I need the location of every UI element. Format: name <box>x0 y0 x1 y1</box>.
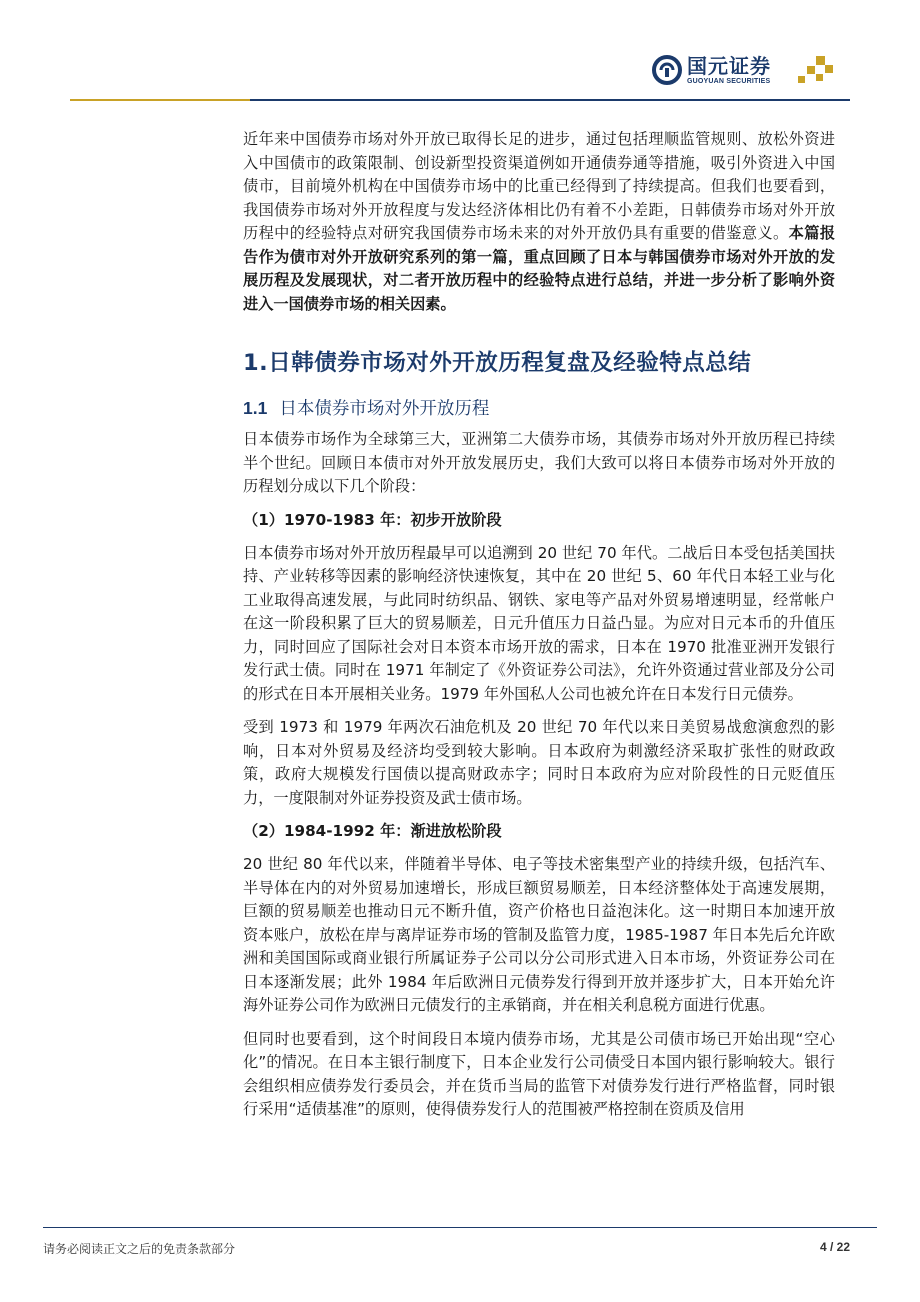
logo-chinese-name: 国元证券 <box>687 53 771 78</box>
paragraph-oil-crisis: 受到 1973 和 1979 年两次石油危机及 20 世纪 70 年代以来日美贸易战愈演愈烈的影响，日本对外贸易及经济均受到较大影响。日本政府为刺激经济采取扩张性的财政政策，政府大规模发行国债以提高财政赤字；同时日本政府为应对阶段性的日元贬值压力，一度限制对外证券投资及武士债市场。 <box>243 718 835 807</box>
intro-bold-summary: 本篇报告作为债市对外开放研究系列的第一篇，重点回顾了日本与韩国债券市场对外开放的发展历程及发展现状，对二者开放历程中的经验特点进行总结，并进一步分析了影响外资进入一国债券市场的相关因素。 <box>243 224 836 313</box>
section-number: 1.1 <box>243 398 268 418</box>
section-heading-1-1 <box>243 395 835 422</box>
paragraph-overview: 日本债券市场作为全球第三大，亚洲第二大债券市场，其债券市场对外开放历程已持续半个世纪。回顾日本债市对外开放发展历史，我们大致可以将日本债券市场对外开放的历程划分成以下几个阶段： <box>243 430 835 495</box>
stage-1-heading: （1）1970-1983 年：初步开放阶段 <box>243 510 502 529</box>
paragraph-stage-2: 20 世纪 80 年代以来，伴随着半导体、电子等技术密集型产业的持续升级，包括汽车、半导体在内的对外贸易加速增长，形成巨额贸易顺差，日本经济整体处于高速发展期，巨额的贸易顺差也推动日元不断升值，资产价格也日益泡沫化。这一时期日本加速开放资本账户，放松在岸与离岸证券市场的管制及监管力度，1985-1987 年日本先后允许欧洲和美国国际或商业银行所属证券子公司以分公司形式进入日本市场，外资证券公司在日本逐渐发展；此外 1984 年后欧洲日元债券发行得到开放并逐步扩大，日本开始允许海外证券公司作为欧洲日元债发行的主承销商，并在相关利息税方面进行优惠。 <box>243 855 835 1014</box>
company-logo <box>652 52 771 88</box>
header-divider <box>70 99 850 101</box>
footer-divider <box>43 1227 877 1228</box>
paragraph-hollowing: 但同时也要看到，这个时间段日本境内债券市场，尤其是公司债市场已开始出现“空心化”的情况。在日本主银行制度下，日本企业发行公司债受日本国内银行影响较大。银行会组织相应债券发行委员会，并在货币当局的监管下对债券发行进行严格监督，同时银行采用“适债基准”的原则，使得债券发行人的范围被严格控制在资质及信用 <box>243 1029 835 1118</box>
stage-2-heading: （2）1984-1992 年：渐进放松阶段 <box>243 822 502 840</box>
logo-squares-icon <box>794 54 834 88</box>
section-title: 日本债券市场对外开放历程 <box>279 399 490 419</box>
paragraph-stage-1: 日本债券市场对外开放历程最早可以追溯到 20 世纪 70 年代。二战后日本受包括美国扶持、产业转移等因素的影响经济快速恢复，其中在 20 世纪 5、60 年代日本轻工业与化工业取得高速发展，与此同时纺织品、钢铁、家电等产品对外贸易增速明显，经常帐户在这一阶段积累了巨大的贸易顺差，日元升值压力日益凸显。为应对日元本币的升值压力，同时回应了国际社会对日本资本市场开放的需求，日本在 1970 批准亚洲开发银行发行武士债。同时在 1971 年制定了《外资证券公司法》，允许外资通过营业部及分公司的形式在日本开展相关业务。1979 年外国私人公司也被允许在日本发行日元债券。 <box>243 543 835 703</box>
intro-paragraph: 近年来中国债券市场对外开放已取得长足的进步，通过包括理顺监管规则、放松外资进入中国债市的政策限制、创设新型投资渠道例如开通债券通等措施，吸引外资进入中国债市，目前境外机构在中国债券市场中的比重已经得到了持续提高。但我们也要看到，我国债券市场对外开放程度与发达经济体相比仍有着不小差距，日韩债券市场对外开放历程中的经验特点对研究我国债券市场未来的对外开放仍具有重要的借鉴意义。本篇报告作为债市对外开放研究系列的第一篇，重点回顾了日本与韩国债券市场对外开放的发展历程及发展现状，对二者开放历程中的经验特点进行总结，并进一步分析了影响外资进入一国债券市场的相关因素。 <box>243 130 836 313</box>
report-body <box>243 128 835 1122</box>
footer-disclaimer: 请务必阅读正文之后的免责条款部分 <box>43 1242 236 1256</box>
page-number: 4 / 22 <box>819 1240 850 1254</box>
guoyuan-logo-icon <box>652 55 682 85</box>
logo-english-name: GUOYUAN SECURITIES <box>687 77 771 85</box>
section-heading-1: 1.日韩债券市场对外开放历程复盘及经验特点总结 <box>243 350 752 376</box>
